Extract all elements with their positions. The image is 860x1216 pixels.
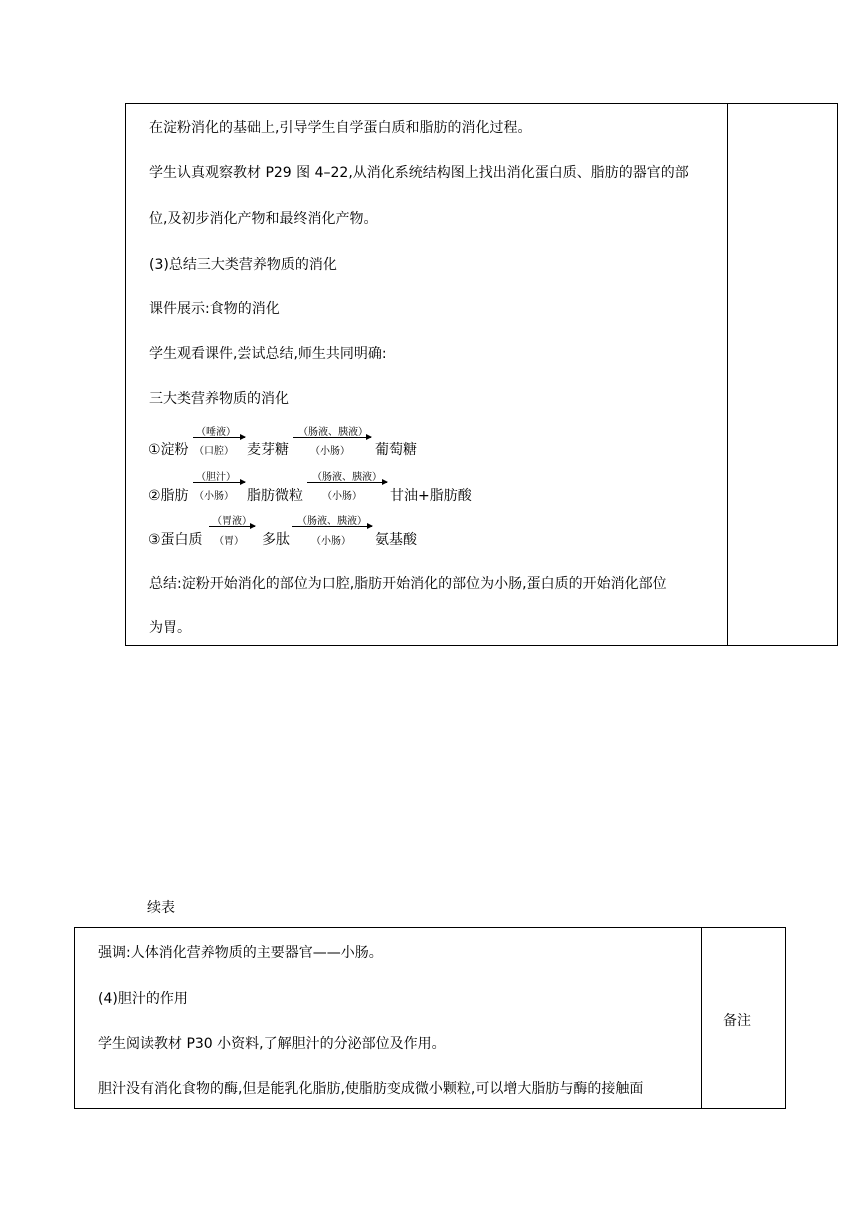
text-line: 强调:人体消化营养物质的主要器官——小肠。 — [98, 945, 383, 961]
lesson-table-1 — [125, 103, 838, 646]
reaction-start: ①淀粉 — [148, 442, 189, 458]
text-line: 位,及初步消化产物和最终消化产物。 — [149, 211, 378, 227]
reaction-product: 氨基酸 — [375, 532, 417, 548]
condition-location: （小肠） — [311, 536, 351, 547]
remarks-label: 备注 — [723, 1013, 751, 1029]
condition-enzyme: （肠液、胰液） — [312, 472, 382, 483]
reaction-arrow — [307, 482, 387, 483]
condition-location: （小肠） — [310, 446, 350, 457]
reaction-arrow — [292, 526, 372, 527]
table-caption: 续表 — [147, 900, 175, 916]
reaction-intermediate: 多肽 — [262, 532, 290, 548]
condition-location: （小肠） — [322, 491, 362, 502]
condition-enzyme: （肠液、胰液） — [298, 427, 368, 438]
table-column-divider — [727, 104, 728, 645]
text-line: (4)胆汁的作用 — [98, 991, 188, 1007]
condition-enzyme: （胆汁） — [196, 472, 236, 483]
condition-enzyme: （唾液） — [196, 427, 236, 438]
condition-location: （口腔） — [194, 446, 234, 457]
reaction-product: 葡萄糖 — [375, 442, 417, 458]
summary-text: 总结:淀粉开始消化的部位为口腔,脂肪开始消化的部位为小肠,蛋白质的开始消化部位 — [149, 576, 667, 592]
condition-location: （小肠） — [194, 491, 234, 502]
text-line: 在淀粉消化的基础上,引导学生自学蛋白质和脂肪的消化过程。 — [149, 120, 532, 136]
text-line: 学生认真观察教材 P29 图 4–22,从消化系统结构图上找出消化蛋白质、脂肪的器官的部 — [149, 165, 689, 181]
text-line: 学生阅读教材 P30 小资料,了解胆汁的分泌部位及作用。 — [98, 1036, 446, 1052]
condition-location: （胃） — [214, 536, 244, 547]
reaction-intermediate: 脂肪微粒 — [247, 488, 303, 504]
reaction-arrow — [193, 482, 245, 483]
summary-text: 为胃。 — [149, 620, 191, 636]
text-line: (3)总结三大类营养物质的消化 — [149, 257, 337, 273]
text-line: 三大类营养物质的消化 — [149, 391, 289, 407]
reaction-intermediate: 麦芽糖 — [247, 442, 289, 458]
reaction-product: 甘油+脂肪酸 — [390, 488, 472, 504]
reaction-arrow — [293, 437, 371, 438]
condition-enzyme: （胃液） — [212, 516, 252, 527]
reaction-start: ②脂肪 — [148, 488, 189, 504]
condition-enzyme: （肠液、胰液） — [297, 516, 367, 527]
text-line: 学生观看课件,尝试总结,师生共同明确: — [149, 346, 387, 362]
text-line: 胆汁没有消化食物的酶,但是能乳化脂肪,使脂肪变成微小颗粒,可以增大脂肪与酶的接触面 — [98, 1081, 644, 1097]
text-line: 课件展示:食物的消化 — [149, 301, 280, 317]
reaction-arrow — [193, 437, 245, 438]
table-column-divider — [701, 928, 702, 1108]
reaction-arrow — [209, 526, 255, 527]
reaction-start: ③蛋白质 — [148, 532, 203, 548]
